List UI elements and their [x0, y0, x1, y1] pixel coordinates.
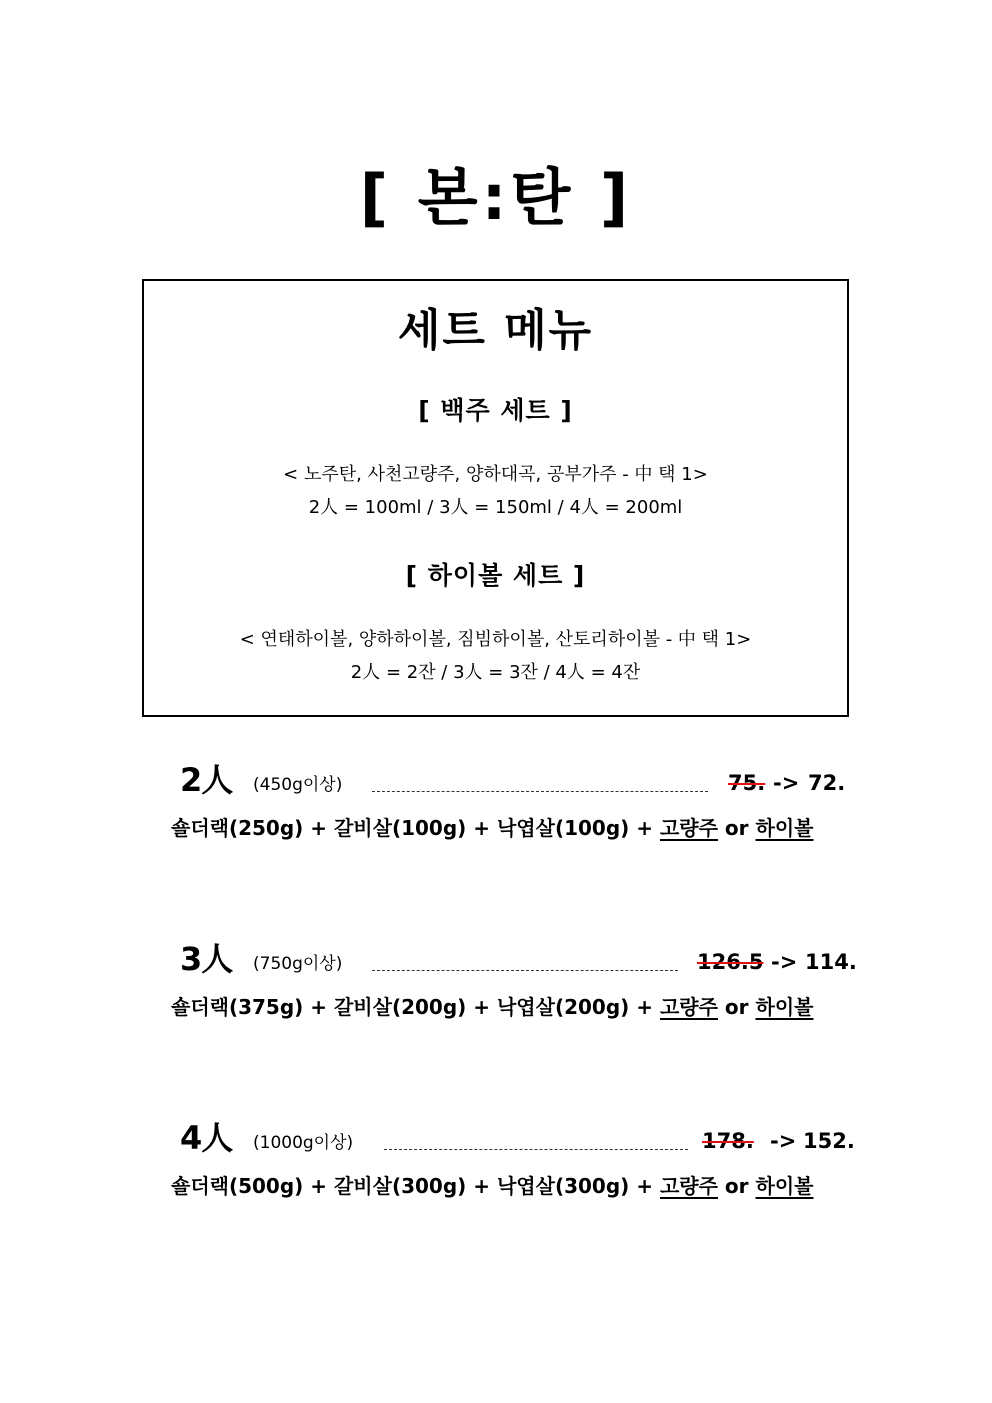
- or-text: or: [724, 995, 749, 1019]
- page-title: [ 본:탄 ]: [359, 161, 633, 234]
- baekju-set-title: [ 백주 세트 ]: [418, 396, 573, 425]
- dashed-leader: [384, 1149, 688, 1150]
- or-text: or: [724, 1174, 749, 1198]
- set-weight: (750g이상): [253, 954, 343, 974]
- highball-set-title: [ 하이볼 세트 ]: [405, 561, 586, 590]
- set-people-count: 3人: [180, 940, 233, 978]
- new-price: 152.: [803, 1129, 855, 1153]
- set-people-count: 2人: [180, 761, 233, 799]
- set-composition-2: [171, 814, 813, 842]
- set-menu-title: 세트 메뉴: [397, 305, 594, 356]
- price-arrow: ->: [770, 1129, 797, 1153]
- set-items: 숄더랙(375g) + 갈비살(200g) + 낙엽살(200g) +: [171, 995, 654, 1019]
- or-text: or: [724, 816, 749, 840]
- drink-option-highball: 하이볼: [755, 816, 814, 840]
- price-arrow: ->: [773, 771, 800, 795]
- highball-set-sizes: 2人 = 2잔 / 3人 = 3잔 / 4人 = 4잔: [350, 662, 641, 683]
- baekju-set-options: < 노주탄, 사천고량주, 양하대곡, 공부가주 - 中 택 1>: [283, 464, 708, 485]
- drink-option-highball: 하이볼: [755, 1174, 814, 1198]
- set-composition-3: [171, 993, 813, 1021]
- set-menu-box: [142, 279, 849, 717]
- old-price: 126.5: [697, 950, 764, 974]
- baekju-set-sizes: 2人 = 100ml / 3人 = 150ml / 4人 = 200ml: [308, 497, 683, 518]
- set-price-row-3: [0, 939, 992, 979]
- new-price: 72.: [808, 771, 846, 795]
- price-arrow: ->: [771, 950, 798, 974]
- set-composition-4: [171, 1172, 813, 1200]
- set-weight: (1000g이상): [253, 1133, 354, 1153]
- dashed-leader: [372, 791, 708, 792]
- set-price-row-2: [0, 760, 992, 800]
- drink-option-goryangju: 고량주: [659, 816, 718, 840]
- set-items: 숄더랙(250g) + 갈비살(100g) + 낙엽살(100g) +: [171, 816, 654, 840]
- set-weight: (450g이상): [253, 775, 343, 795]
- old-price: 178.: [702, 1129, 754, 1153]
- new-price: 114.: [805, 950, 857, 974]
- drink-option-goryangju: 고량주: [659, 995, 718, 1019]
- highball-set-options: < 연태하이볼, 양하하이볼, 짐빔하이볼, 산토리하이볼 - 中 택 1>: [239, 629, 752, 650]
- set-items: 숄더랙(500g) + 갈비살(300g) + 낙엽살(300g) +: [171, 1174, 654, 1198]
- set-people-count: 4人: [180, 1119, 233, 1157]
- drink-option-goryangju: 고량주: [659, 1174, 718, 1198]
- old-price: 75.: [728, 771, 766, 795]
- drink-option-highball: 하이볼: [755, 995, 814, 1019]
- set-price-row-4: [0, 1118, 992, 1158]
- dashed-leader: [372, 970, 678, 971]
